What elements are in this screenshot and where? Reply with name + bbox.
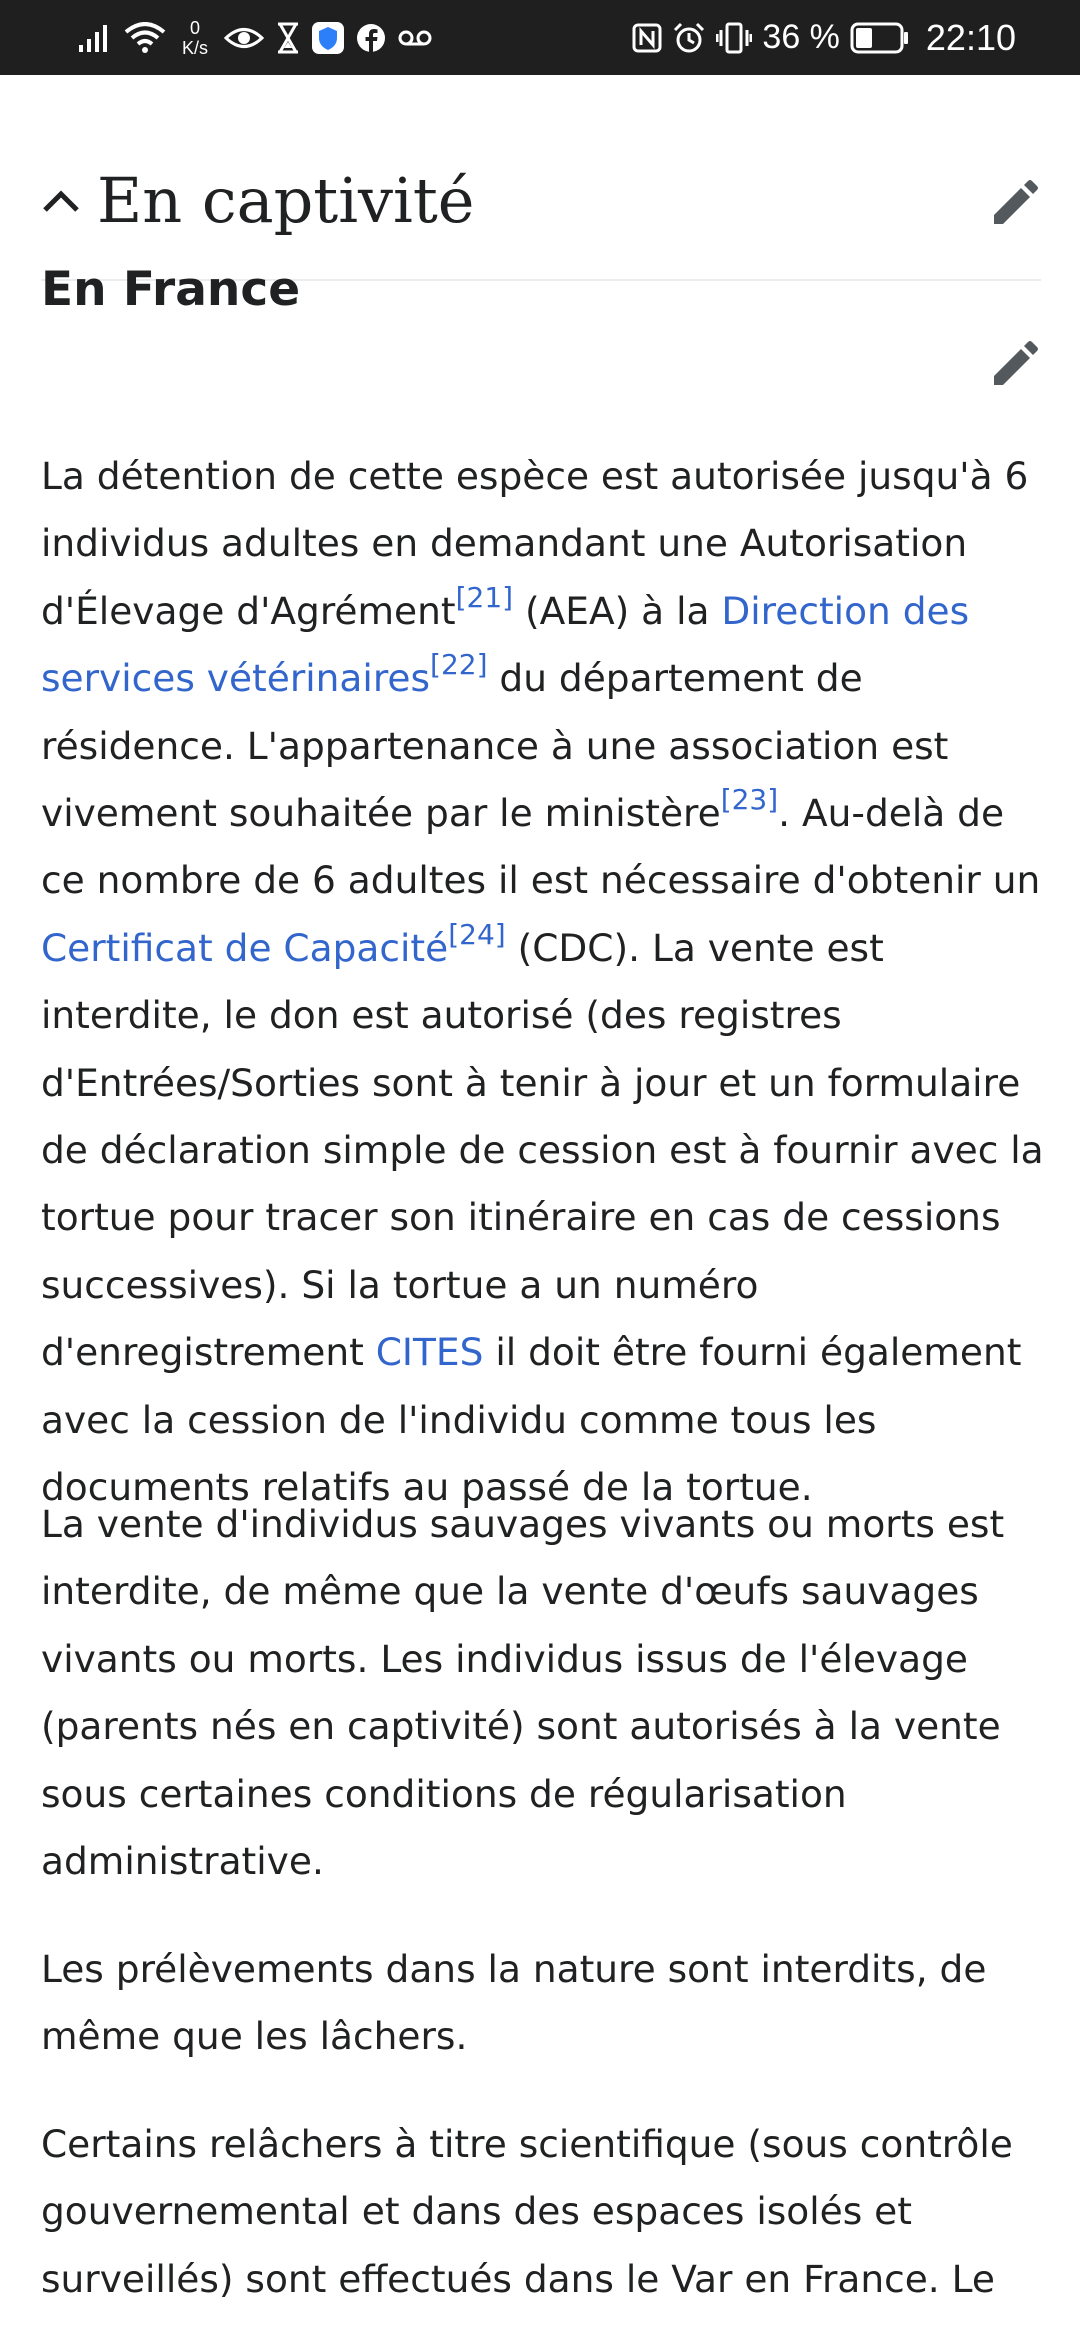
reference-24[interactable]: [24]: [448, 918, 506, 952]
subsection-title: En France: [41, 262, 301, 317]
net-speed-unit: K/s: [182, 37, 209, 58]
paragraph-text: du département de résidence. L'appartenance à une association est vivement souhaitée par le ministère: [41, 656, 949, 836]
status-bar-right: [632, 0, 1016, 75]
reference-22[interactable]: [22]: [430, 648, 488, 682]
paragraph-2: La vente d'individus sauvages vivants ou morts est interdite, de même que la vente d'œufs sauvages vivants ou morts. Les individus issus de l'élevage (parents nés en captivité) sont autorisés à la vente sous certaines conditions de régularisation administrative.: [41, 1502, 1005, 1884]
link-cites[interactable]: CITES: [375, 1330, 484, 1375]
paragraph-text: il doit être fourni également avec la cession de l'individu comme tous les documents relatifs au passé de la tortue.: [41, 1330, 1022, 1510]
paragraph-text: . Au-delà de ce nombre de 6 adultes il est nécessaire d'obtenir un: [41, 791, 1041, 903]
facebook-icon: [356, 23, 386, 53]
chevron-up-icon[interactable]: [41, 182, 81, 222]
reference-23[interactable]: [23]: [720, 783, 779, 817]
battery-percent: 36 %: [762, 18, 840, 56]
voicemail-icon: [398, 29, 432, 47]
section-header[interactable]: [41, 75, 1041, 281]
nfc-icon: [632, 23, 662, 53]
pencil-icon[interactable]: [987, 177, 1041, 231]
status-bar-left: [78, 0, 432, 75]
article-content: [41, 75, 1041, 281]
link-certificat-de-capacite[interactable]: Certificat de Capacité: [41, 925, 449, 970]
eye-icon: [224, 25, 264, 51]
clock: 22:10: [925, 16, 1016, 58]
wifi-icon: [124, 22, 166, 54]
net-speed-value: 0: [190, 17, 201, 38]
paragraph-text: (CDC). La vente est interdite, le don est autorisé (des registres d'Entrées/Sorties sont à tenir à jour et un formulaire de déclaration simple de cession est à fournir avec la tortue pour tracer son itinéraire en cas de cessions successives). Si la tortue a un numéro d'enregistrement: [41, 925, 1044, 1375]
vibrate-icon: [716, 22, 752, 54]
subsection-edit-pencil-icon[interactable]: [987, 338, 1041, 392]
reference-21[interactable]: [21]: [455, 581, 514, 615]
status-bar: [0, 0, 1080, 75]
paragraph-4: Certains relâchers à titre scientifique (sous contrôle gouvernemental et dans des espaces isolés et surveillés) sont effectués dans le Var en France. Le: [41, 2122, 1013, 2301]
net-speed: [182, 18, 208, 58]
signal-icon: [78, 23, 112, 53]
shield-app-icon: [312, 22, 344, 54]
section-title: En captivité: [97, 164, 475, 237]
link-direction-services-veterinaires[interactable]: Direction des services vétérinaires: [41, 588, 970, 701]
hourglass-icon: [276, 22, 300, 54]
paragraph-1: [41, 443, 1046, 1522]
paragraph-text: (AEA) à la: [513, 588, 722, 633]
alarm-icon: [672, 21, 706, 55]
paragraph-3: Les prélèvements dans la nature sont interdits, de même que les lâchers.: [41, 1947, 987, 2059]
battery-icon: [850, 22, 910, 54]
paragraph-text: La détention de cette espèce est autorisée jusqu'à 6 individus adultes en demandant une Autorisation d'Élevage d'Agrément: [41, 454, 1029, 633]
